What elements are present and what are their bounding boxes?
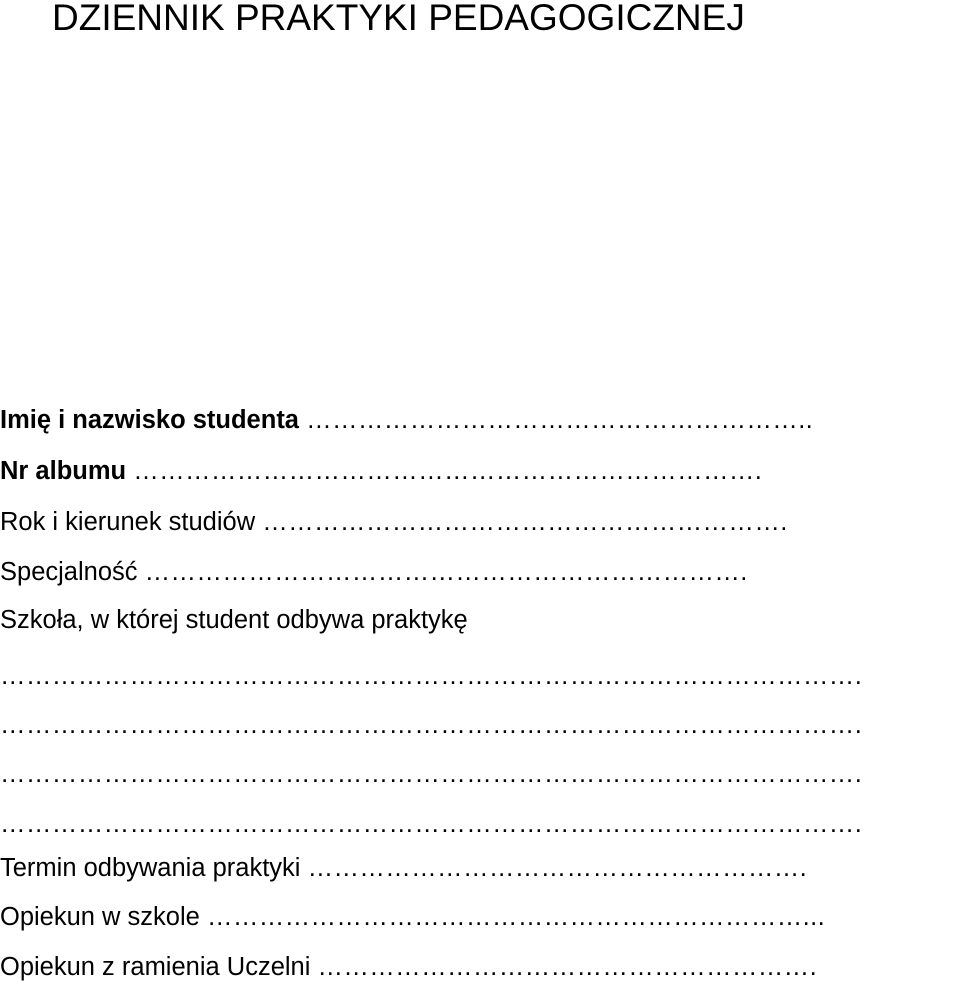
field-blank: …………………………………………………. — [307, 854, 808, 882]
field-blank: …………………………………………………. — [317, 953, 818, 981]
field-label: Rok i kierunek studiów — [0, 508, 256, 536]
school-blank-line: ………………………………………………………………………………………. — [0, 662, 863, 690]
field-student-name — [0, 404, 813, 436]
field-label: Termin odbywania praktyki — [0, 854, 301, 882]
field-label: Szkoła, w której student odbywa praktykę — [0, 606, 468, 634]
field-blank: ……………………………………………………………. — [144, 558, 748, 586]
field-specialty — [0, 556, 748, 588]
field-blank: ……………………………………………………. — [262, 508, 788, 536]
school-blank-line: ………………………………………………………………………………………. — [0, 810, 863, 838]
document-title: DZIENNIK PRAKTYKI PEDAGOGICZNEJ — [52, 0, 745, 38]
field-label: Opiekun w szkole — [0, 903, 200, 931]
field-album-number — [0, 455, 762, 487]
field-label: Imię i nazwisko studenta — [0, 406, 299, 434]
field-school-supervisor — [0, 901, 825, 933]
field-label: Opiekun z ramienia Uczelni — [0, 953, 311, 981]
field-university-supervisor — [0, 951, 817, 983]
school-blank-line: ………………………………………………………………………………………. — [0, 760, 863, 788]
field-blank: ………………………………………………….. — [306, 406, 814, 434]
field-blank: ………………………………………………………………. — [133, 457, 763, 485]
field-label: Nr albumu — [0, 457, 127, 485]
field-blank: ……………………………………………………………... — [206, 903, 826, 931]
school-blank-line: ………………………………………………………………………………………. — [0, 711, 863, 739]
field-year-and-field — [0, 506, 788, 538]
field-label: Specjalność — [0, 558, 138, 586]
field-school — [0, 604, 468, 636]
field-internship-term — [0, 852, 807, 884]
